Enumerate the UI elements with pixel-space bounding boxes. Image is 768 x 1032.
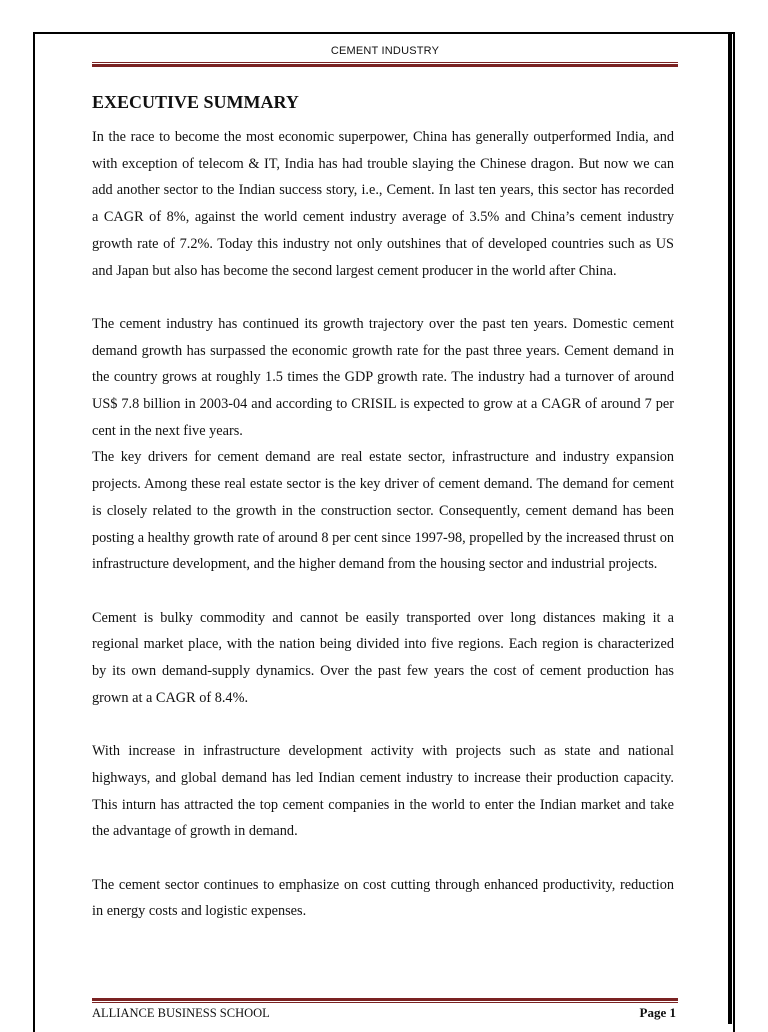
section-heading: EXECUTIVE SUMMARY [92, 92, 299, 112]
paragraph-6: The cement sector continues to emphasize on cost cutting through enhanced productivity, reduction in energy costs and logistic expenses. [92, 876, 674, 920]
footer-rule-thick [92, 998, 678, 1001]
paragraph-2: The cement industry has continued its growth trajectory over the past ten years. Domestic cement demand growth has surpassed the economic growth rate for the past three years. Cement demand in the country grows at roughly 1.5 times the GDP growth rate. The industry had a turnover of around US$ 7.8 billion in 2003-04 and according to CRISIL is expected to grow at a CAGR of around 7 per cent in the next five years. [92, 315, 674, 439]
page-border-right [728, 32, 732, 1024]
paragraph-5: With increase in infrastructure development activity with projects such as state and national highways, and global demand has led Indian cement industry to increase their production capacity. This inturn has attracted the top cement companies in the world to enter the Indian market and take the advantage of growth in demand. [92, 743, 674, 840]
running-header: CEMENT INDUSTRY [330, 45, 440, 57]
footer-rule-thin [92, 1002, 678, 1003]
paragraph-3: The key drivers for cement demand are real estate sector, infrastructure and industry expansion projects. Among these real estate sector is the key driver of cement demand. The demand for cement is closely related to the growth in the construction sector. Consequently, cement demand has been posting a healthy growth rate of around 8 per cent since 1997-98, propelled by the increased thrust on infrastructure development, and the higher demand from the housing sector and industrial projects. [92, 449, 674, 573]
header-rule-thin [92, 62, 678, 63]
footer-school-name: ALLIANCE BUSINESS SCHOOL [92, 1006, 270, 1020]
page-number: Page 1 [639, 1005, 676, 1020]
paragraph-4: Cement is bulky commodity and cannot be easily transported over long distances making it a regional market place, with the nation being divided into five regions. Each region is characterized by its own demand-supply dynamics. Over the past few years the cost of cement production has grown at a CAGR of 8.4%. [92, 609, 674, 706]
header-rule-thick [92, 64, 678, 67]
document-body [92, 124, 674, 925]
paragraph-1: In the race to become the most economic superpower, China has generally outperformed India, and with exception of telecom & IT, India has had trouble slaying the Chinese dragon. But now we can add another sector to the Indian success story, i.e., Cement. In last ten years, this sector has recorded a CAGR of 8%, against the world cement industry average of 3.5% and China’s cement industry growth rate of 7.2%. Today this industry not only outshines that of developed countries such as US and Japan but also has become the second largest cement producer in the world after China. [92, 129, 674, 279]
